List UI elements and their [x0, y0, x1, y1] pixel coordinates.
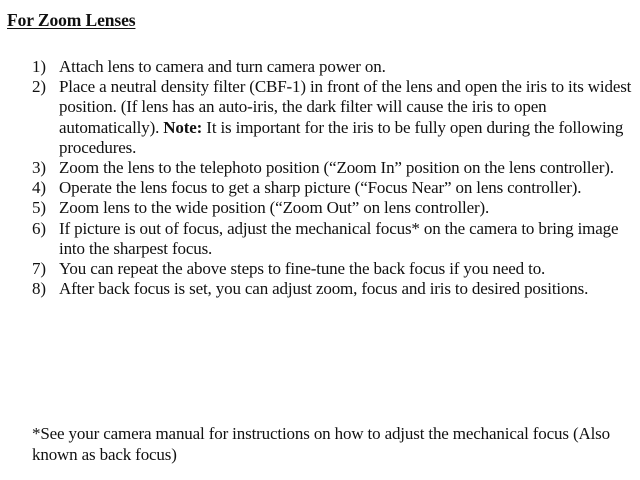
note-label: Note: [163, 117, 203, 137]
step-number: 3) [32, 158, 46, 178]
step-number: 6) [32, 218, 46, 238]
instruction-steps-list [32, 57, 636, 299]
step-text: Operate the lens focus to get a sharp picture (“Focus Near” on lens controller). [59, 178, 582, 198]
step-text: You can repeat the above steps to fine-tune the back focus if you need to. [59, 259, 546, 279]
step-number: 4) [32, 178, 46, 198]
step-number: 2) [32, 77, 46, 97]
step-number: 5) [32, 198, 46, 218]
step-item-8 [32, 279, 636, 299]
step-item-7 [32, 259, 636, 279]
step-text: If picture is out of focus, adjust the mechanical focus* on the camera to bring image into the sharpest focus. [59, 218, 619, 258]
step-item-1 [32, 57, 636, 77]
step-item-3 [32, 158, 636, 178]
step-text: After back focus is set, you can adjust zoom, focus and iris to desired positions. [59, 279, 589, 299]
step-item-6 [32, 219, 636, 259]
step-item-5 [32, 198, 636, 218]
footnote: *See your camera manual for instructions on how to adjust the mechanical focus (Also known as back focus) [32, 424, 610, 464]
step-text [59, 77, 636, 158]
step-text: Attach lens to camera and turn camera power on. [59, 57, 386, 76]
step-item-2 [32, 77, 636, 158]
step-text-part: It is important for the iris to be fully open during the following procedures. [59, 117, 624, 157]
step-number: 8) [32, 279, 46, 299]
step-number: 7) [32, 259, 46, 279]
step-item-4 [32, 178, 636, 198]
step-text-part: Place a neutral density filter (CBF-1) in front of the lens and open the iris to its widest position. (If lens has an auto-iris, the dark filter will cause the iris to open automatically). [59, 77, 632, 137]
page-heading: For Zoom Lenses [7, 10, 136, 30]
step-text: Zoom the lens to the telephoto position (“Zoom In” position on the lens controller). [59, 158, 614, 178]
step-text: Zoom lens to the wide position (“Zoom Out” on lens controller). [59, 198, 490, 218]
step-number: 1) [32, 57, 46, 76]
